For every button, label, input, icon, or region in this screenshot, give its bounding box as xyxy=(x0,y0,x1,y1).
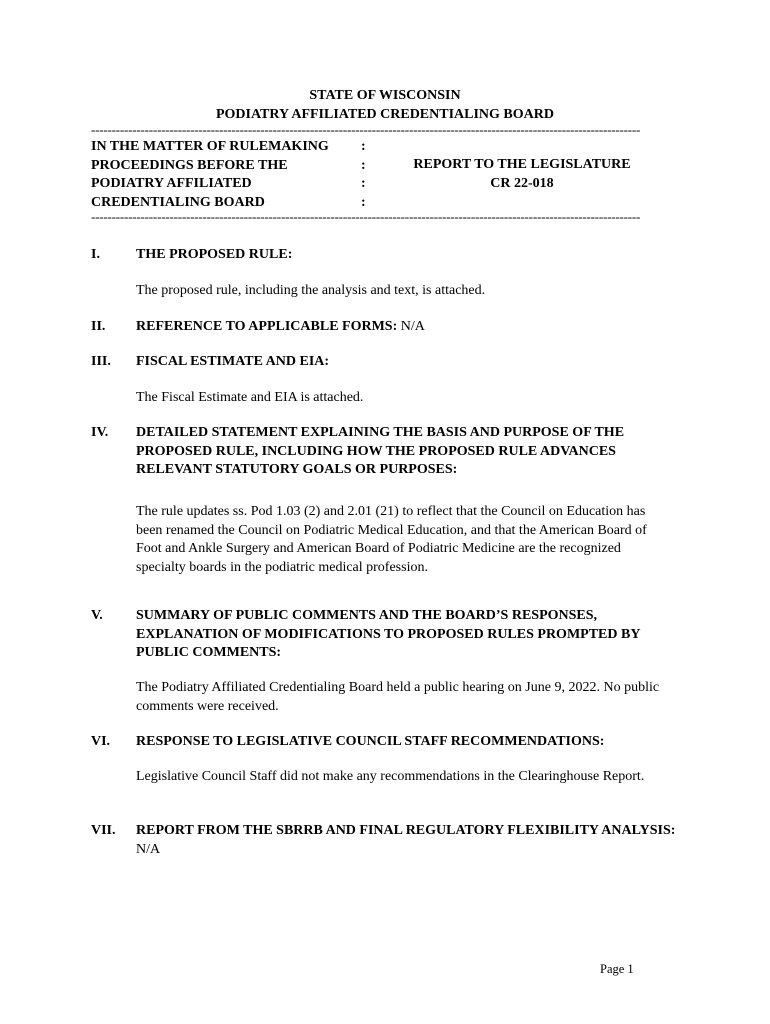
section-body: The proposed rule, including the analysis and text, is attached. xyxy=(136,283,486,298)
caption-line: PODIATRY AFFILIATED xyxy=(91,176,252,191)
section-title: DETAILED STATEMENT EXPLAINING THE BASIS AND PURPOSE OF THE PROPOSED RULE, INCLUDING HOW THE PROPOSED RULE ADVANCES RELEVANT STATUTORY GOALS OR PURPOSES: xyxy=(136,425,625,477)
report-title: REPORT TO THE LEGISLATURE xyxy=(413,157,631,172)
section-title: FISCAL ESTIMATE AND EIA: xyxy=(136,354,330,369)
section-body: Legislative Council Staff did not make any recommendations in the Clearinghouse Report. xyxy=(136,769,645,784)
caption-line: IN THE MATTER OF RULEMAKING xyxy=(91,139,329,154)
section-body: The Podiatry Affiliated Credentialing Board held a public hearing on June 9, 2022. No public comments were received. xyxy=(136,680,660,714)
caption-report xyxy=(392,156,652,193)
section-number: VII. xyxy=(91,823,116,838)
caption-line: PROCEEDINGS BEFORE THE xyxy=(91,157,288,173)
section-heading xyxy=(91,733,681,752)
section-heading xyxy=(91,607,681,663)
caption-colon: : xyxy=(361,194,366,210)
caption-colon: : xyxy=(361,139,366,154)
section-body: The rule updates ss. Pod 1.03 (2) and 2.01 (21) to reflect that the Council on Education has been renamed the Council on Podiatric Medical Education, and that the American Board of Foot and Ankle Surgery and American Board of Podiatric Medicine are the recognized specialty boards in the podiatric medical profession. xyxy=(136,504,647,575)
section-title: THE PROPOSED RULE: xyxy=(136,247,293,262)
section-title-suffix: N/A xyxy=(136,841,161,857)
section-body: The Fiscal Estimate and EIA is attached. xyxy=(136,390,364,405)
report-number: CR 22-018 xyxy=(490,175,554,191)
separator-bottom: ------------------------------------------------------------------------------------------------------------------------------------- xyxy=(91,210,641,224)
caption-colons xyxy=(361,138,366,212)
section-heading xyxy=(91,822,681,859)
section-heading xyxy=(91,318,681,337)
section-title: RESPONSE TO LEGISLATIVE COUNCIL STAFF RECOMMENDATIONS: xyxy=(136,734,605,749)
section-heading xyxy=(91,424,681,480)
section-title: REPORT FROM THE SBRRB AND FINAL REGULATORY FLEXIBILITY ANALYSIS: N/A xyxy=(136,823,676,857)
separator-top: ------------------------------------------------------------------------------------------------------------------------------------- xyxy=(91,123,641,137)
caption-colon: : xyxy=(361,157,366,173)
section-number: II. xyxy=(91,319,106,334)
section-number: VI. xyxy=(91,734,111,749)
section-number: III. xyxy=(91,354,111,369)
caption-line: CREDENTIALING BOARD xyxy=(91,194,265,210)
section-title-suffix: N/A xyxy=(397,319,425,334)
header-state: STATE OF WISCONSIN xyxy=(309,88,461,103)
section-number: IV. xyxy=(91,425,109,440)
section-number: V. xyxy=(91,608,103,623)
section-title: SUMMARY OF PUBLIC COMMENTS AND THE BOARD’S RESPONSES, EXPLANATION OF MODIFICATIONS TO PROPOSED RULES PROMPTED BY PUBLIC COMMENTS: xyxy=(136,608,640,660)
header-board: PODIATRY AFFILIATED CREDENTIALING BOARD xyxy=(215,107,554,122)
section-title: REFERENCE TO APPLICABLE FORMS: N/A xyxy=(136,319,425,334)
section-heading xyxy=(91,246,681,265)
caption-matter xyxy=(91,138,329,212)
document-header xyxy=(0,86,770,124)
section-heading xyxy=(91,353,681,372)
page-number: Page 1 xyxy=(600,962,634,976)
section-number: I. xyxy=(91,247,100,262)
caption-colon: : xyxy=(361,176,366,191)
